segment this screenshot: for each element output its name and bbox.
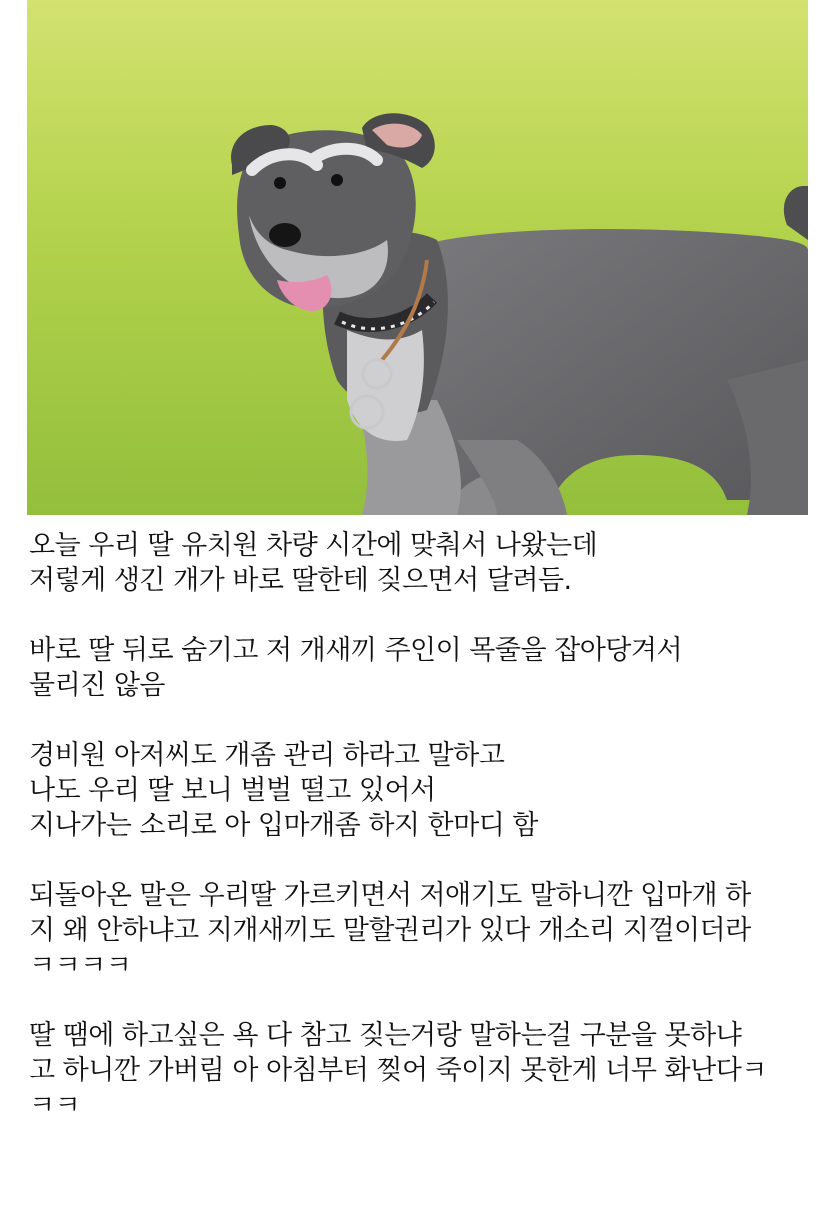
text-line: 오늘 우리 딸 유치원 차량 시간에 맞춰서 나왔는데: [29, 530, 598, 561]
text-line: 경비원 아저씨도 개좀 관리 하라고 말하고: [29, 740, 505, 771]
paragraph-5: [29, 1018, 809, 1123]
text-line: 바로 딸 뒤로 숨기고 저 개새끼 주인이 목줄을 잡아당겨서: [29, 635, 683, 666]
text-line: 딸 땜에 하고싶은 욕 다 참고 짖는거랑 말하는걸 구분을 못하냐: [29, 1020, 742, 1051]
text-line: 되돌아온 말은 우리딸 가르키면서 저애기도 말하니깐 입마개 하: [29, 880, 751, 911]
schnauzer-dog-illustration: [27, 0, 808, 515]
text-line: 지 왜 안하냐고 지개새끼도 말할권리가 있다 개소리 지껄이더라: [29, 915, 751, 946]
text-line: 고 하니깐 가버림 아 아침부터 찢어 죽이지 못한게 너무 화난다ㅋ: [29, 1055, 767, 1086]
text-line: 나도 우리 딸 보니 벌벌 떨고 있어서: [29, 775, 436, 806]
text-line: ㅋㅋㅋㅋ: [29, 950, 132, 981]
text-line: 물리진 않음: [29, 670, 165, 701]
dog-photo: [27, 0, 808, 515]
paragraph-4: [29, 878, 809, 983]
paragraph-3: [29, 738, 809, 843]
text-line: 지나가는 소리로 아 입마개좀 하지 한마디 함: [29, 810, 538, 841]
paragraph-2: [29, 633, 809, 703]
paragraph-1: [29, 528, 809, 598]
text-line: 저렇게 생긴 개가 바로 딸한테 짖으면서 달려듬.: [29, 565, 572, 596]
post-body: [29, 528, 809, 1158]
text-line: ㅋㅋ: [29, 1090, 81, 1121]
